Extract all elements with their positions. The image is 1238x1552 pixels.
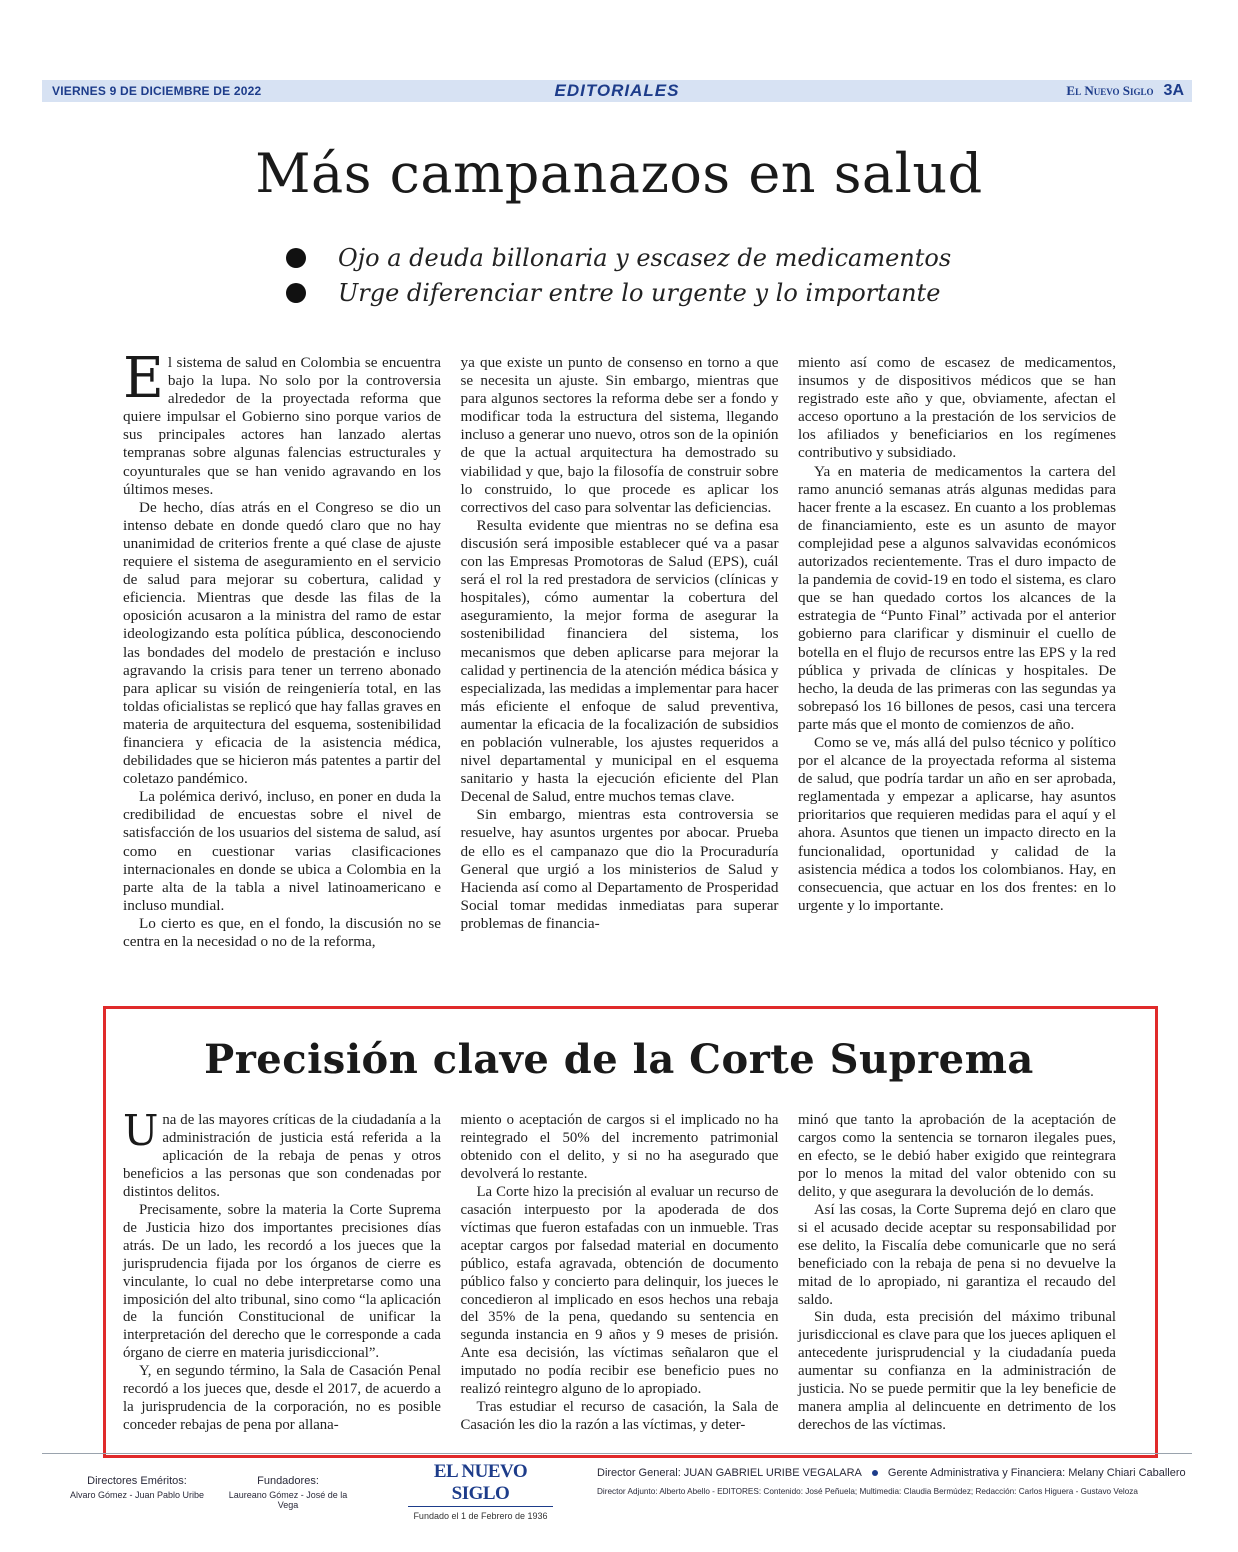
paragraph: miento así como de escasez de medicamentos, insumos y de dispositivos médicos que se han registrado este año y que, obviamente, afectan el acceso oportuno a la prestación de los servicios de los afiliados y beneficiarios en los regímenes contributivo y subsidiado. [798,354,1116,462]
paragraph: La polémica derivó, incluso, en poner en duda la credibilidad de encuestas sobre el nivel de satisfacción de los usuarios del sistema de salud, así como en cuestionar varias clasificaciones internacionales en donde se ubica a Colombia en la parte alta de la tabla a nivel latinoamericano e incluso mundial. [123,788,441,914]
editorial1-column-2 [461,354,779,951]
directors-label: Directores Eméritos: [87,1475,187,1487]
paragraph [123,1106,441,1202]
editorial1-column-1 [123,346,441,951]
editorial1-column-3 [798,354,1116,951]
page-header [42,80,1192,102]
header-right [1066,82,1184,100]
editorial1-title: Más campanazos en salud [255,142,983,205]
summary-item [286,240,951,275]
bullet-icon [286,283,306,303]
paragraph [123,346,441,499]
paragraph: Así las cosas, la Corte Suprema dejó en claro que si el acusado decide aceptar su responsabilidad por ese delito, la Fiscalía debe comunicarle que no será beneficiado con la rebaja de pena si no devuelve la mitad de lo apropiado, ni garantiza el recaudo del saldo. [798,1201,1116,1308]
directors-names: Alvaro Gómez - Juan Pablo Uribe [69,1490,205,1500]
founders-label: Fundadores: [257,1475,319,1487]
paragraph: Tras estudiar el recurso de casación, la Sala de Casación les dio la razón a las víctimas, y deter- [460,1399,779,1434]
founders-names: Laureano Gómez - José de la Vega [228,1490,348,1510]
editorial2-body [123,1106,1116,1435]
paragraph: miento o aceptación de cargos si el implicado no ha reintegrado el 50% del incremento patrimonial obtenido con el delito, y si no ha asegurado que devolverá lo restante. [460,1112,779,1182]
paragraph: Precisamente, sobre la materia la Corte Suprema de Justicia hizo dos importantes precisiones días atrás. De un lado, les recordó a los jueces que la jurisprudencia fijada por los órganos de cierre es vinculante, lo cual no debe interpretarse como una imposición del alto tribunal, sino como “la aplicación de la función Constitucional de unificar la interpretación del derecho que le corresponde a cada órgano de cierre en materia jurisdiccional”. [123,1201,441,1362]
editorial1-summary [286,240,951,310]
header-date: VIERNES 9 DE DICIEMBRE DE 2022 [52,84,262,98]
footer-masthead [408,1461,553,1521]
paragraph: Y, en segundo término, la Sala de Casación Penal recordó a los jueces que, desde el 2017, de acuerdo a la jurisprudencia de la corporación, no es posible conceder rebajas de pena por allana- [123,1363,441,1434]
footer-staff: Director Adjunto: Alberto Abello - EDITORES: Contenido: José Peñuela; Multimedia: Claudia Bermúdez; Redacción: Carlos Higuera - Gustavo Veloza [597,1487,1138,1496]
paragraph: ya que existe un punto de consenso en torno a que se necesita un ajuste. Sin embargo, mientras que para algunos sectores la reforma debe ser a fondo y modificar toda la estructura del sistema, llegando incluso a generar uno nuevo, otros son de la opinión de que la actual arquitectura ha demostrado su viabilidad y que, bajo la filosofía de construir sobre lo construido, lo que procede es aplicar los correctivos del caso para solventar las deficiencias. [460,354,779,516]
summary-text: Urge diferenciar entre lo urgente y lo importante [338,278,941,307]
footer-management [597,1467,1186,1479]
paragraph: minó que tanto la aprobación de la aceptación de cargos como la sentencia se tornaron ilegales pues, en efecto, se le debió haber exigido que reintegrara por lo menos la mitad del valor obtenido con su delito, y que asegurara la devolución de lo demás. [798,1112,1116,1200]
bullet-icon [286,248,306,268]
director-general: Director General: JUAN GABRIEL URIBE VEGALARA [597,1467,862,1479]
paragraph: De hecho, días atrás en el Congreso se dio un intenso debate en donde quedó claro que no hay unanimidad de criterios frente a qué clase de ajuste requiere el sistema de aseguramiento en el servicio de salud para mejorar su cobertura, calidad y eficiencia. Mientras que desde las filas de la oposición acusaron a la ministra del ramo de estar ideologizando esta política pública, desconociendo las bondades del modelo de prestación e incluso agravando la crisis para tener un terreno abonado para aplicar su visión de reingeniería total, en las toldas oficialistas se replicó que hay fallas graves en materia de arquitectura del esquema, sostenibilidad financiera y eficacia de la asistencia médica, debilidades que se hicieron más patentes a partir del coletazo pandémico. [123,498,441,788]
editorial2-column-3 [798,1112,1116,1435]
manager: Gerente Administrativa y Financiera: Melany Chiari Caballero [887,1467,1186,1479]
footer-divider [42,1453,1192,1454]
footer-founders [218,1475,358,1510]
paragraph: Resulta evidente que mientras no se defina esa discusión será imposible establecer qué va a pasar con las Empresas Promotoras de Salud (EPS), cuál será el rol la red prestadora de servicios (clínicas y hospitales), cómo aumentar la cobertura del aseguramiento, la mejor forma de asegurar la sostenibilidad financiera del sistema, los mecanismos que deben aplicarse para mejorar la calidad y pertinencia de la atención médica básica y especializada, las medidas a implementar para hacer más eficiente el enfoque de salud preventiva, aumentar la eficacia de la focalización de subsidios en población vulnerable, los ajustes requeridos a nivel departamental y municipal en el esquema sanitario y hasta la ejecución eficiente del Plan Decenal de Salud, entre muchos temas clave. [460,516,779,806]
summary-text: Ojo a deuda billonaria y escasez de medicamentos [338,243,952,272]
footer-directors [62,1475,212,1500]
editorial1-body [123,346,1116,951]
paragraph: Sin duda, esta precisión del máximo tribunal jurisdiccional es clave para que los jueces apliquen el antecedente jurisprudencial y la ciudadanía pueda aumentar su confianza en la administración de justicia. No se puede permitir que la ley beneficie de manera amplia al delincuente en detrimento de los derechos de las víctimas. [798,1309,1116,1434]
header-page-number: 3A [1163,82,1184,99]
paper-logo: EL NUEVO SIGLO [408,1461,553,1507]
founded-date: Fundado el 1 de Febrero de 1936 [413,1511,548,1521]
editorial2-title: Precisión clave de la Corte Suprema [204,1036,1034,1083]
separator-dot-icon [872,1470,878,1476]
summary-item [286,275,951,310]
paragraph: Como se ve, más allá del pulso técnico y político por el alcance de la proyectada reforma al sistema de salud, que podría tardar un año en ser aprobada, reglamentada y empezar a aplicarse, hay asuntos prioritarios que requieren medidas para el aquí y el ahora. Asuntos que tienen un impacto directo en la funcionalidad, oportunidad y calidad de la asistencia médica a todos los colombianos. Hay, en consecuencia, que actuar en los dos frentes: en lo urgente y lo importante. [798,733,1116,914]
editorial2-column-2 [461,1112,779,1435]
paragraph: Lo cierto es que, en el fondo, la discusión no se centra en la necesidad o no de la reforma, [123,914,441,950]
paragraph: La Corte hizo la precisión al evaluar un recurso de casación interpuesto por la apoderada de dos víctimas que fueron estafadas con un inmueble. Tras aceptar cargos por falsedad material en documento público, estafa agravada, obtención de documento público falso y concierto para delinquir, los jueces le concedieron al implicado en esos hechos una rebaja del 35% de la pena, quedando su sentencia en segunda instancia en 9 años y 9 meses de prisión. Ante esa decisión, las víctimas señalaron que el imputado no podía recibir ese beneficio pues no realizó reintegro alguno de lo apropiado. [460,1183,779,1398]
page-footer [0,1461,1238,1525]
paragraph: Sin embargo, mientras esta controversia se resuelve, hay asuntos urgentes por abocar. Prueba de ello es el campanazo que dio la Procuraduría General que urgió a los ministerios de Salud y Hacienda así como al Departamento de Prosperidad Social tomar medidas inmediatas para superar problemas de financia- [460,806,779,932]
paragraph-text: l sistema de salud en Colombia se encuentra bajo la lupa. No solo por la controversia alrededor de la proyectada reforma que quiere impulsar el Gobierno sino porque varios de sus principales actores han lanzado alertas tempranas sobre algunas falencias estructurales y coyunturales que se han venido agravando en los últimos meses. [123,354,441,498]
paragraph-text: na de las mayores críticas de la ciudadanía a la administración de justicia está referida a la aplicación de la rebaja de penas y otros beneficios a las personas que son condenadas por distintos delitos. [123,1112,441,1200]
paragraph: Ya en materia de medicamentos la cartera del ramo anunció semanas atrás algunas medidas para hacer frente a la escasez. En cuanto a los problemas de financiamiento, este es un asunto de mayor complejidad pese a algunos salvavidas económicos autorizados recientemente. Tras el duro impacto de la pandemia de covid-19 en todo el sistema, es claro que se han quedado cortos los alcances de la estrategia de “Punto Final” activada por el anterior gobierno para clarificar y disminuir el cuello de botella en el flujo de recursos entre las EPS y la red pública y privada de clínicas y hospitales. De hecho, la deuda de las primeras con las segundas ya sobrepasó los 16 billones de pesos, casi una tercera parte más que el monto de comienzos de año. [798,462,1116,733]
drop-cap: U [123,1106,159,1155]
drop-cap: E [123,346,164,411]
editorial2-column-1 [123,1106,441,1435]
header-paper-name: El Nuevo Siglo [1066,83,1154,98]
header-section: EDITORIALES [554,81,680,100]
